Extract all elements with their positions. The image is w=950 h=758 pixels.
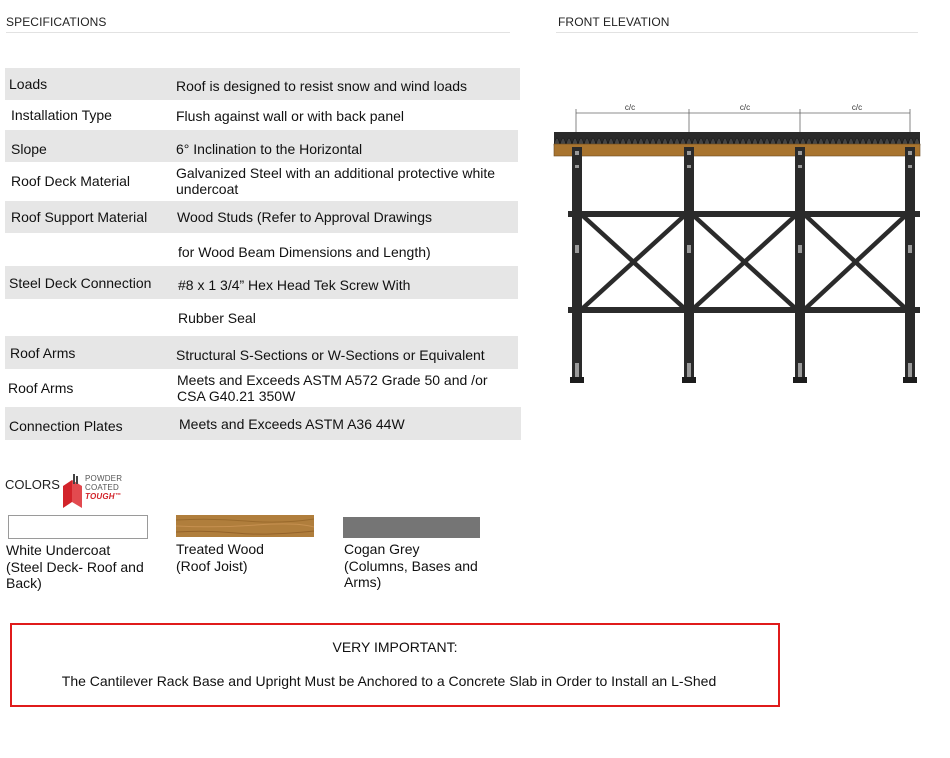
table-row <box>5 336 518 369</box>
table-row <box>5 299 518 336</box>
roof-deck <box>554 132 920 145</box>
spec-value: #8 x 1 3/4” Hex Head Tek Screw With <box>178 276 411 293</box>
front-elevation-heading: FRONT ELEVATION <box>558 15 670 29</box>
swatch-desc: (Roof Joist) <box>176 557 248 574</box>
spec-value: Structural S-Sections or W-Sections or Equivalent <box>176 346 485 363</box>
spec-label: Roof Arms <box>8 380 74 396</box>
spec-label: Installation Type <box>11 107 112 123</box>
spec-value: Meets and Exceeds ASTM A572 Grade 50 and /or CSA G40.21 350W <box>177 372 488 404</box>
table-row <box>5 130 518 162</box>
spec-label: Steel Deck Connection <box>9 274 152 291</box>
notice-body: The Cantilever Rack Base and Upright Must be Anchored to a Concrete Slab in Order to Install an L-Shed <box>61 673 717 689</box>
spec-value: Rubber Seal <box>178 309 256 326</box>
swatch-cogan-grey <box>343 517 480 538</box>
spec-value: Meets and Exceeds ASTM A36 44W <box>179 415 405 432</box>
logo-line: POWDER <box>85 474 123 483</box>
logo-trademark: ™ <box>114 493 121 499</box>
spec-label: Slope <box>11 141 47 157</box>
dimension-label: c/c <box>851 103 863 112</box>
table-row <box>5 201 518 233</box>
table-row <box>5 233 518 266</box>
logo-line <box>85 492 122 501</box>
swatch-desc: (Steel Deck- Roof and Back) <box>6 558 144 591</box>
column-bases <box>570 377 917 383</box>
spec-label: Roof Arms <box>10 344 76 361</box>
spec-value: Wood Studs (Refer to Approval Drawings <box>177 209 432 225</box>
front-elevation-divider <box>556 32 918 33</box>
colors-heading: COLORS <box>5 477 60 492</box>
specifications-divider <box>6 32 510 33</box>
specifications-heading: SPECIFICATIONS <box>6 15 107 29</box>
spec-label: Roof Support Material <box>11 209 148 225</box>
notice-title: VERY IMPORTANT: <box>332 639 458 655</box>
spec-value: 6° Inclination to the Horizontal <box>176 141 363 157</box>
table-row <box>5 266 518 299</box>
logo-line: COATED <box>85 483 119 492</box>
spec-label: Connection Plates <box>9 417 123 434</box>
swatch-name: Treated Wood <box>176 541 264 557</box>
table-row <box>5 407 521 440</box>
swatch-white-undercoat <box>8 515 148 539</box>
dimension-label: c/c <box>624 103 636 112</box>
front-elevation-drawing <box>548 95 928 395</box>
table-row <box>5 68 520 100</box>
wood-texture <box>176 515 314 537</box>
swatch-treated-wood <box>176 515 314 537</box>
swatch-label <box>344 541 484 591</box>
logo-tough-text: TOUGH <box>85 492 115 501</box>
spec-label: Loads <box>9 76 48 92</box>
swatch-desc: (Columns, Bases and Arms) <box>344 557 478 590</box>
table-row <box>5 369 518 407</box>
spec-value: for Wood Beam Dimensions and Length) <box>178 243 431 260</box>
swatch-name: White Undercoat <box>6 542 111 558</box>
dimension-label: c/c <box>739 103 751 112</box>
spec-value: Flush against wall or with back panel <box>176 108 405 124</box>
roof-joist <box>554 144 920 156</box>
spec-value: Roof is designed to resist snow and wind loads <box>176 78 468 94</box>
swatch-label <box>176 541 316 574</box>
swatch-label <box>6 542 146 592</box>
dimension-line <box>576 109 910 135</box>
table-row <box>5 162 518 200</box>
spec-value: Galvanized Steel with an additional protective white undercoat <box>176 165 496 197</box>
cross-bracing <box>583 216 905 308</box>
table-row <box>5 100 520 130</box>
spec-label: Roof Deck Material <box>11 173 131 189</box>
powder-coated-logo-text <box>85 474 122 501</box>
important-notice <box>10 623 780 707</box>
swatch-name: Cogan Grey <box>344 541 420 557</box>
